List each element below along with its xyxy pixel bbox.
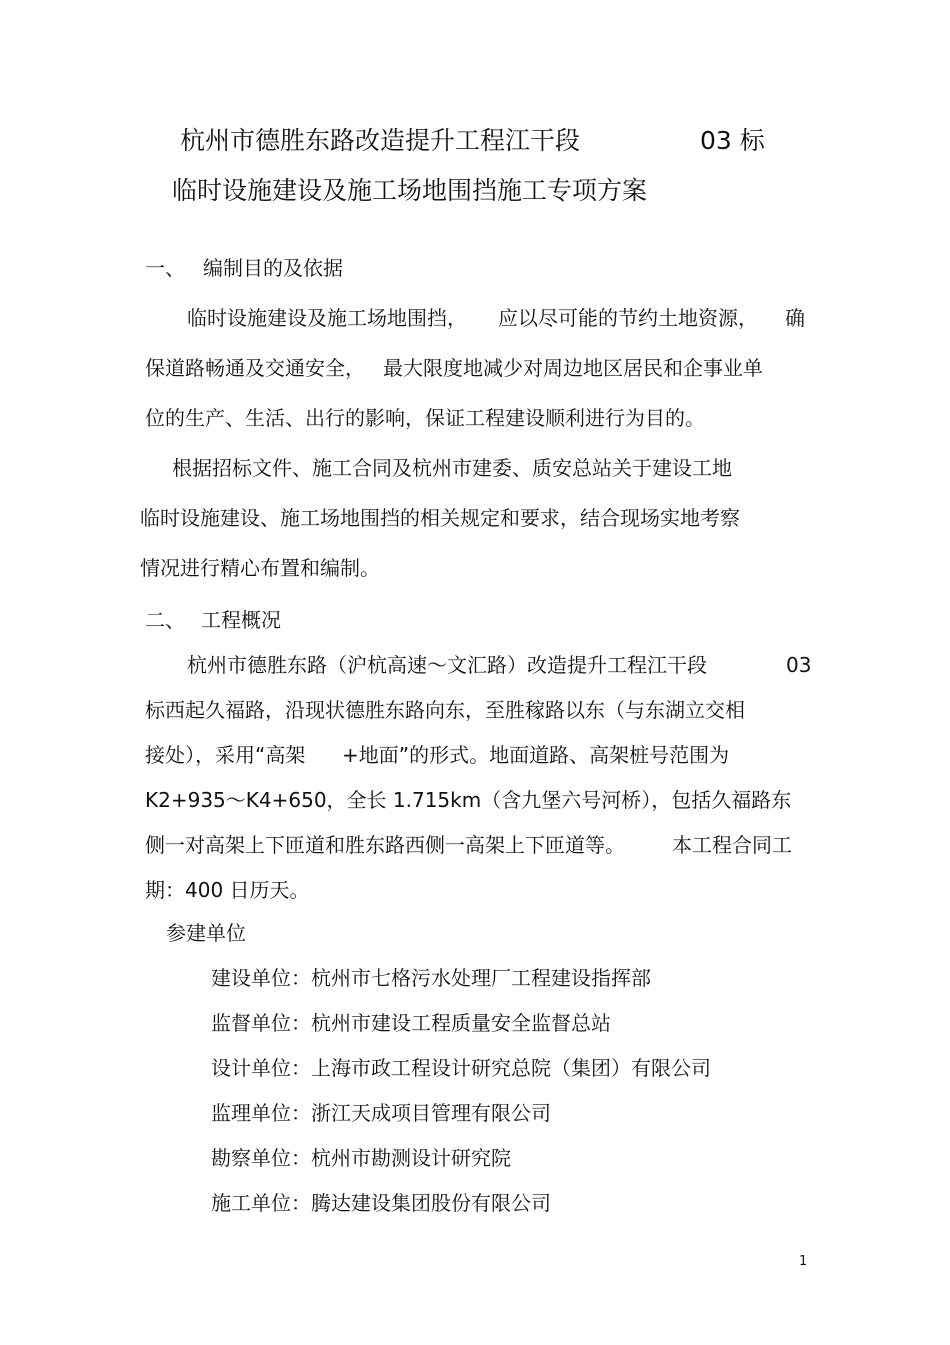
title-bid-number: 03 标: [700, 126, 765, 155]
s1-p1-line2b: 最大限度地减少对周边地区居民和企事业单: [383, 356, 763, 380]
unit-monitoring: 监理单位：浙江天成项目管理有限公司: [211, 1101, 551, 1125]
title-line-2: 临时设施建设及施工场地围挡施工专项方案: [172, 176, 648, 205]
s1-p1-line1c: 确: [785, 306, 805, 330]
section-2-heading: 工程概况: [201, 608, 281, 632]
unit-supervision: 监督单位：杭州市建设工程质量安全监督总站: [211, 1011, 611, 1035]
s1-p1-line2a: 保道路畅通及交通安全，: [145, 356, 365, 380]
title-line-1: 杭州市德胜东路改造提升工程江干段: [180, 126, 581, 155]
unit-survey: 勘察单位：杭州市勘测设计研究院: [211, 1146, 511, 1170]
s2-p1-line2: 标西起久福路，沿现状德胜东路向东，至胜稼路以东（与东湖立交相: [145, 698, 745, 722]
section-1-number: 一、: [145, 256, 185, 280]
s1-p1-line3: 位的生产、生活、出行的影响，保证工程建设顺利进行为目的。: [145, 406, 705, 430]
s2-p1-line6: 期：400 日历天。: [145, 878, 310, 902]
section-2-number: 二、: [145, 608, 185, 632]
section-1-heading: 编制目的及依据: [203, 256, 343, 280]
s2-p1-line5b: 本工程合同工: [672, 833, 792, 857]
s1-p1-line1a: 临时设施建设及施工场地围挡，: [187, 306, 467, 330]
s1-p2-line3: 情况进行精心布置和编制。: [140, 556, 380, 580]
s1-p2-line2: 临时设施建设、施工场地围挡的相关规定和要求，结合现场实地考察: [140, 506, 740, 530]
s2-p1-line5a: 侧一对高架上下匝道和胜东路西侧一高架上下匝道等。: [145, 833, 625, 857]
page-number: 1: [799, 1254, 808, 1269]
s2-p1-line3b: +地面”的形式。地面道路、高架桩号范围为: [342, 743, 730, 767]
s1-p1-line1b: 应以尽可能的节约土地资源，: [498, 306, 758, 330]
unit-design: 设计单位：上海市政工程设计研究总院（集团）有限公司: [211, 1056, 711, 1080]
s2-p1-line1b: 03: [786, 653, 812, 677]
s1-p2-line1: 根据招标文件、施工合同及杭州市建委、质安总站关于建设工地: [172, 456, 732, 480]
unit-construction: 建设单位：杭州市七格污水处理厂工程建设指挥部: [211, 966, 651, 990]
s2-p1-line3a: 接处），采用“高架: [145, 743, 306, 767]
unit-contractor: 施工单位：腾达建设集团股份有限公司: [211, 1191, 551, 1215]
s2-p1-line1a: 杭州市德胜东路（沪杭高速～文汇路）改造提升工程江干段: [187, 653, 707, 677]
s2-p1-line4: K2+935～K4+650，全长 1.715km（含九堡六号河桥），包括久福路东: [145, 788, 792, 812]
units-heading: 参建单位: [166, 921, 246, 945]
